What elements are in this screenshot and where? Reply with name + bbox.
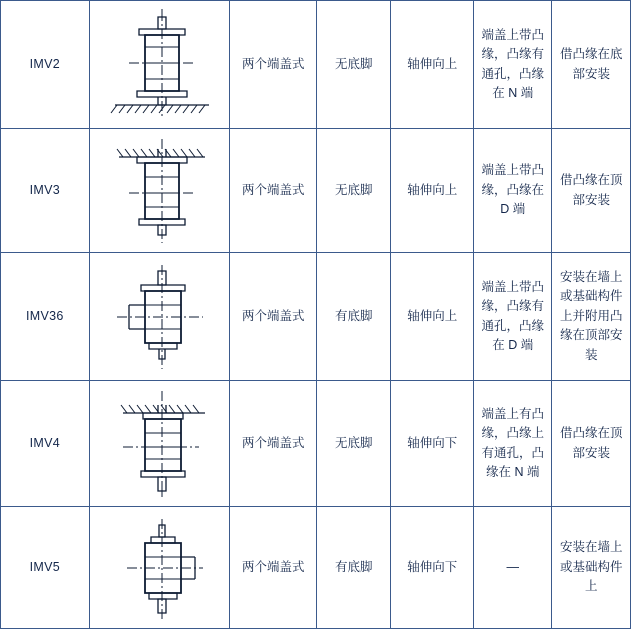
row-shaft: 轴伸向上 (391, 253, 474, 381)
row-end-cover: 两个端盖式 (230, 253, 317, 381)
row-mount: 借凸缘在顶部安装 (552, 381, 631, 507)
figure-motor-vertical-flange-shaft-up-no-feet-ground-hatch (93, 7, 231, 123)
row-code: IMV2 (1, 1, 90, 129)
row-end-cover: 两个端盖式 (230, 507, 317, 629)
row-feet: 有底脚 (316, 253, 390, 381)
row-mount: 安装在墙上或基础构件上并附用凸缘在顶部安装 (552, 253, 631, 381)
row-code: IMV36 (1, 253, 90, 381)
row-flange: 端盖上带凸缘，凸缘有通孔，凸缘在 D 端 (473, 253, 551, 381)
figure-motor-vertical-flange-shaft-up-no-feet-top-hatch (93, 135, 231, 247)
table-row (1, 381, 631, 507)
row-mount: 安装在墙上或基础构件上 (552, 507, 631, 629)
row-feet: 有底脚 (316, 507, 390, 629)
row-feet: 无底脚 (316, 381, 390, 507)
row-feet: 无底脚 (316, 1, 390, 129)
table-row (1, 253, 631, 381)
row-code: IMV5 (1, 507, 90, 629)
row-shaft: 轴伸向下 (391, 381, 474, 507)
table-row (1, 1, 631, 129)
row-mount: 借凸缘在顶部安装 (552, 129, 631, 253)
row-flange: 端盖上带凸缘，凸缘在 D 端 (473, 129, 551, 253)
row-figure (89, 253, 230, 381)
row-shaft: 轴伸向下 (391, 507, 474, 629)
row-figure (89, 507, 230, 629)
figure-motor-vertical-flange-shaft-down-no-feet (93, 387, 231, 501)
row-end-cover: 两个端盖式 (230, 1, 317, 129)
row-mount: 借凸缘在底部安装 (552, 1, 631, 129)
row-code: IMV4 (1, 381, 90, 507)
row-end-cover: 两个端盖式 (230, 129, 317, 253)
row-flange: 端盖上带凸缘，凸缘有通孔，凸缘在 N 端 (473, 1, 551, 129)
row-figure (89, 381, 230, 507)
row-feet: 无底脚 (316, 129, 390, 253)
row-figure (89, 1, 230, 129)
figure-motor-vertical-shaft-down-with-feet (93, 513, 231, 623)
row-flange: 端盖上有凸缘，凸缘上有通孔，凸缘在 N 端 (473, 381, 551, 507)
row-flange: — (473, 507, 551, 629)
figure-motor-vertical-flange-shaft-up-with-feet (93, 259, 231, 375)
row-end-cover: 两个端盖式 (230, 381, 317, 507)
row-code: IMV3 (1, 129, 90, 253)
row-shaft: 轴伸向上 (391, 129, 474, 253)
row-shaft: 轴伸向上 (391, 1, 474, 129)
table-row (1, 129, 631, 253)
row-figure (89, 129, 230, 253)
table-row (1, 507, 631, 629)
